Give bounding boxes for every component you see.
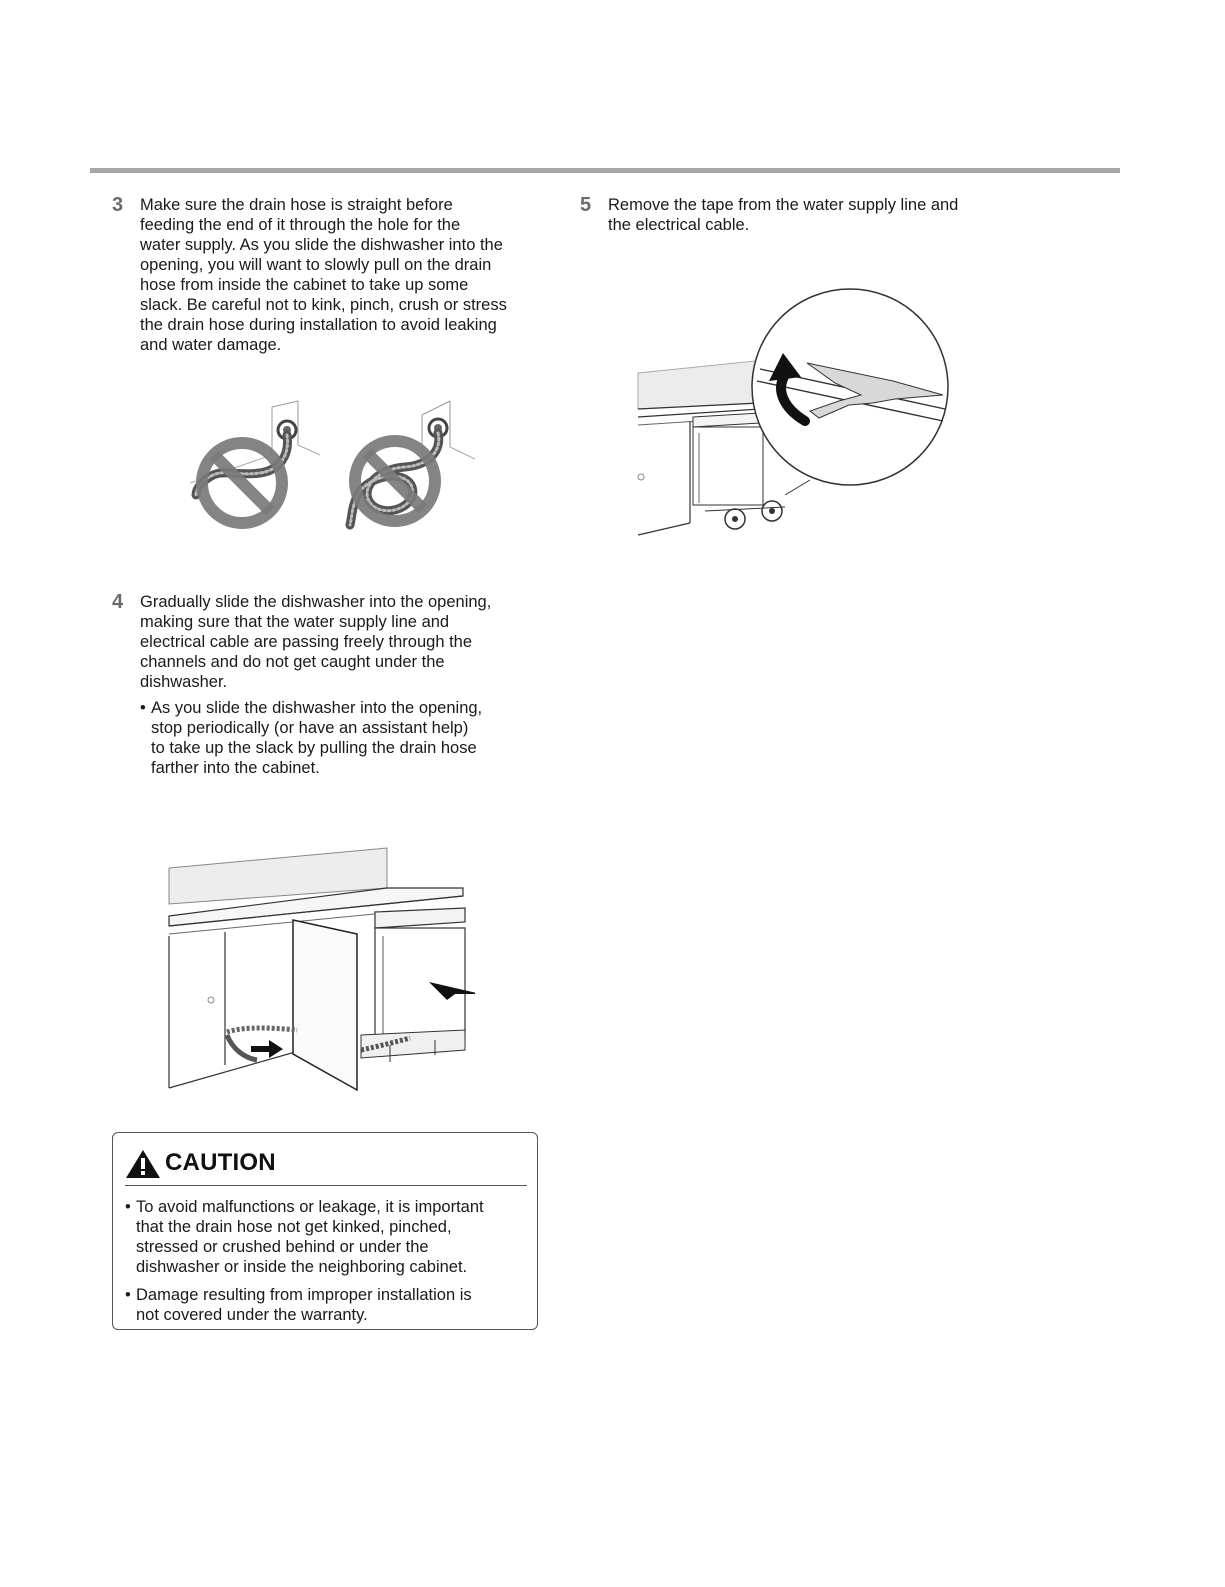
arrow-icon bbox=[251, 1040, 283, 1058]
step-number: 3 bbox=[112, 194, 124, 216]
text-line: opening, you will want to slowly pull on the drain bbox=[140, 256, 492, 274]
prohibition-sign-icon bbox=[202, 443, 282, 523]
text-line: channels and do not get caught under the bbox=[140, 653, 445, 671]
bullet-dot: • bbox=[140, 699, 146, 717]
remove-tape-illustration bbox=[635, 285, 955, 540]
text-line: Gradually slide the dishwasher into the opening, bbox=[140, 593, 492, 611]
bullet-dot: • bbox=[125, 1198, 131, 1216]
text-line: hose from inside the cabinet to take up some bbox=[140, 276, 469, 294]
step-4-bullet bbox=[140, 698, 550, 778]
text-line: making sure that the water supply line and bbox=[140, 613, 450, 631]
text-line: to take up the slack by pulling the drain hose bbox=[151, 739, 477, 757]
text-line: To avoid malfunctions or leakage, it is important bbox=[136, 1198, 484, 1216]
magnified-callout bbox=[752, 289, 948, 485]
cabinet-door bbox=[293, 920, 357, 1090]
step-4 bbox=[112, 592, 552, 702]
text-line: and water damage. bbox=[140, 336, 282, 354]
text-line: electrical cable are passing freely through the bbox=[140, 633, 473, 651]
caution-divider bbox=[125, 1185, 527, 1186]
step-3-text bbox=[140, 195, 507, 355]
text-line: farther into the cabinet. bbox=[151, 759, 320, 777]
text-line: Make sure the drain hose is straight before bbox=[140, 196, 453, 214]
hose-kink-illustration bbox=[190, 395, 480, 540]
header-rule bbox=[90, 168, 1120, 173]
caution-box bbox=[112, 1132, 538, 1330]
text-line: dishwasher or inside the neighboring cabinet. bbox=[136, 1258, 468, 1276]
text-line: that the drain hose not get kinked, pinched, bbox=[136, 1218, 452, 1236]
text-line: the drain hose during installation to avoid leaking bbox=[140, 316, 497, 334]
step-number: 4 bbox=[112, 591, 124, 613]
caution-bullet bbox=[125, 1285, 530, 1325]
text-line: slack. Be careful not to kink, pinch, crush or stress bbox=[140, 296, 507, 314]
dishwasher bbox=[361, 908, 465, 1062]
warning-triangle-icon bbox=[125, 1149, 161, 1179]
backsplash bbox=[638, 361, 755, 409]
step-number: 5 bbox=[580, 194, 592, 216]
caution-title: CAUTION bbox=[165, 1149, 276, 1176]
text-line: stressed or crushed behind or under the bbox=[136, 1238, 429, 1256]
text-line: the electrical cable. bbox=[608, 216, 750, 234]
cabinet bbox=[638, 421, 690, 535]
text-line: dishwasher. bbox=[140, 673, 228, 691]
step-4-text bbox=[140, 592, 491, 692]
text-line: feeding the end of it through the hole for the bbox=[140, 216, 461, 234]
text-line: Remove the tape from the water supply line and bbox=[608, 196, 959, 214]
text-line: stop periodically (or have an assistant help) bbox=[151, 719, 469, 737]
text-line: not covered under the warranty. bbox=[136, 1306, 368, 1324]
step-3 bbox=[112, 195, 552, 365]
step-5 bbox=[580, 195, 1020, 240]
text-line: water supply. As you slide the dishwasher into the bbox=[140, 236, 503, 254]
caution-bullet bbox=[125, 1197, 530, 1277]
bullet-dot: • bbox=[125, 1286, 131, 1304]
dishwasher-slide-in-illustration bbox=[165, 840, 475, 1095]
step-5-text bbox=[608, 195, 958, 235]
drain-hose bbox=[227, 1028, 297, 1032]
text-line: Damage resulting from improper installation is bbox=[136, 1286, 472, 1304]
text-line: As you slide the dishwasher into the opening, bbox=[151, 699, 483, 717]
